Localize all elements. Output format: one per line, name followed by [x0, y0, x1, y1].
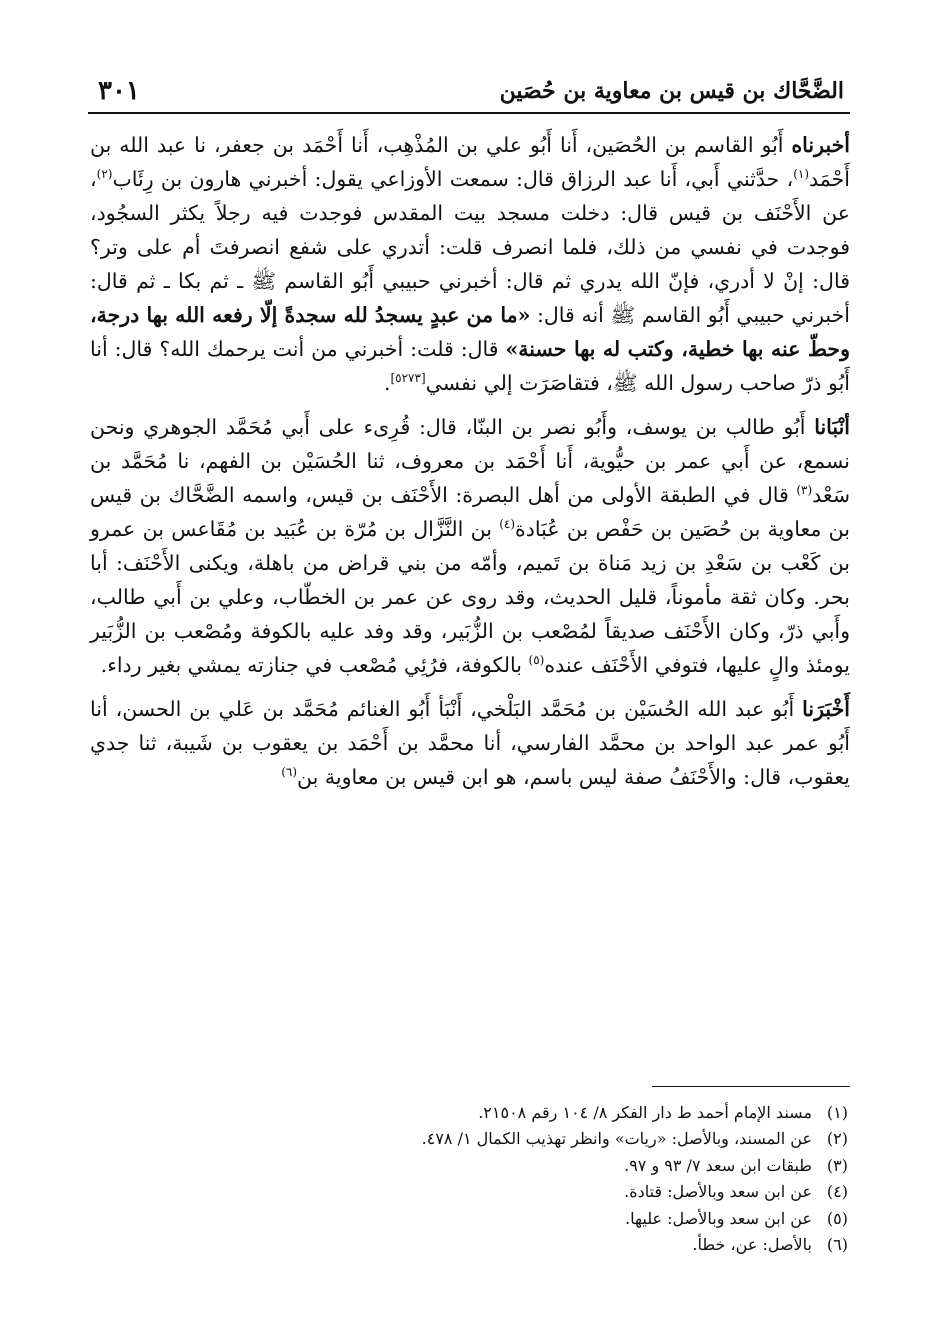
footnote-text: بالأصل: عن، خطأ.: [692, 1235, 812, 1255]
paragraph-3: [90, 692, 850, 794]
hadith-quote: «ما من عبدٍ يسجدُ لله سجدةً إلّا رفعه الله بها درجة، وحطّ عنه بها خطية، وكتب له بها حسنة»: [90, 303, 850, 361]
footnote-3: [120, 1153, 848, 1179]
footnote-text: مسند الإمام أحمد ط دار الفكر ٨/ ١٠٤ رقم ٢١٥٠٨.: [478, 1103, 812, 1122]
footnote-number: (٣): [826, 1155, 848, 1175]
footnote-number: (١): [826, 1103, 848, 1122]
text-run: أَبُو عبد الله الحُسَيْن بن مُحَمَّد البَلْخي، أَنْبَأ أَبُو الغنائم مُحَمَّد بن عَلي بن الحسن، أنا أَبُو عمر عبد الواحد بن محمَّد الفارسي، أنا محمَّد بن أَحْمَد بن يعقوب بن شَيبة، ثنا جدي يعقوب، قال: والأَحْنَفُ صفة ليس باسم، هو ابن قيس بن معاوية بن: [90, 697, 850, 789]
footnote-number: (٢): [826, 1129, 848, 1149]
paragraph-2: [90, 410, 850, 682]
footnote-text: عن المسند، وبالأصل: «ريات» وانظر تهذيب الكمال ١/ ٤٧٨.: [421, 1129, 812, 1149]
footnote-number: (٤): [826, 1182, 848, 1202]
manuscript-marker: [٥٢٧٣]: [390, 371, 426, 386]
text-run: .: [383, 371, 391, 395]
footnote-ref-1[interactable]: (١): [793, 167, 810, 182]
footnote-ref-3[interactable]: (٣): [796, 483, 813, 498]
paragraph-lead: أخبرناه: [791, 133, 850, 157]
text-run: بالكوفة، فرُئِي مُصْعب في جنازته يمشي بغير رداء.: [100, 653, 529, 677]
main-text: [90, 128, 850, 794]
footnotes: [120, 1100, 848, 1258]
text-run: أَبُو طالب بن يوسف، وأَبُو نصر بن البنّا، قال: قُرِىء على أَبي مُحَمَّد الجوهري ونحن نسمع، عن أَبي عمر بن حيُّوية، أَنا أَحْمَد بن معروف، ثنا الحُسَيْن بن الفهم، نا مُحَمَّد بن سَعْد: [90, 415, 850, 507]
footnote-5: [120, 1206, 848, 1232]
text-run: ، حدَّثني أَبي، أَنا عبد الرزاق قال: سمعت الأوزاعي يقول: أخبرني هارون بن رِئَاب: [112, 167, 794, 191]
page-header: [88, 72, 850, 114]
running-title: الضَّحَّاك بن قيس بن معاوية بن حُصَين: [499, 78, 844, 104]
page-number: ٣٠١: [98, 76, 140, 106]
footnote-number: (٥): [826, 1208, 848, 1228]
paragraph-lead: أنْبَانا: [814, 415, 850, 439]
footnote-4: [120, 1179, 848, 1205]
footnote-1: [120, 1100, 848, 1126]
footnote-number: (٦): [826, 1235, 848, 1255]
footnote-ref-2[interactable]: (٢): [96, 167, 113, 182]
footnote-text: عن ابن سعد وبالأصل: عليها.: [625, 1208, 812, 1228]
footnote-2: [120, 1126, 848, 1152]
text-run: قال: قلت: أخبرني من أنت يرحمك الله؟ قال: أنا أَبُو ذرّ صاحب رسول الله ﷺ، فتقاصَرَت إلي نفسي: [90, 337, 850, 395]
paragraph-1: [90, 128, 850, 400]
paragraph-lead: أَخْبَرَنا: [802, 697, 850, 721]
text-run: بن النَّزَّال بن مُرّة بن عُبَيد بن مُقَاعس بن عمرو بن كَعْب بن سَعْدِ بن زيد مَناة بن تَميم، وأمّه من بني قراض من باهلة، ويكنى الأَحْنَف: أبا بحر. وكان ثقة مأموناً، قليل الحديث، وقد روى عن عمر بن الخطّاب، وعلي بن أَبي طالب، وأَبي ذرّ، وكان الأَحْنَف صديقاً لمُصْعب بن الزُّبَير، وقد وفد عليه بالكوفة ومُصْعب بن الزُّبَير يومئذ والٍ عليها، فتوفي الأَحْنَف عنده: [90, 517, 850, 677]
footnote-ref-4[interactable]: (٤): [499, 517, 516, 532]
text-run: أَبُو القاسم بن الحُصَين، أَنا أَبُو علي بن المُذْهِب، أَنا أَحْمَد بن جعفر، نا عبد الله بن أَحْمَد: [90, 133, 850, 191]
footnote-divider: [652, 1086, 850, 1087]
footnote-text: طبقات ابن سعد ٧/ ٩٣ و ٩٧.: [624, 1155, 812, 1175]
footnote-6: [120, 1232, 848, 1258]
footnote-ref-6[interactable]: (٦): [281, 765, 298, 780]
footnote-text: عن ابن سعد وبالأصل: قتادة.: [624, 1182, 812, 1202]
text-run: قال في الطبقة الأولى من أهل البصرة: الأَحْنَف بن قيس، واسمه الضَّحَّاك بن قيس بن معاوية بن حُصَين بن حَفْص بن عُبَادة: [90, 483, 850, 541]
text-run: ، عن الأَحْنَف بن قيس قال: دخلت مسجد بيت المقدس فوجدت فيه رجلاً يكثر السجُود، فوجدت في نفسي من ذلك، فلما انصرف قلت: أتدري على شفع انصرفتَ أم على وتر؟ قال: إنْ لا أدري، فإنّ الله يدري ثم قال: أخبرني حبيبي أَبُو القاسم ﷺ ـ ثم بكا ـ ثم قال: أخبرني حبيبي أَبُو القاسم ﷺ أنه قال:: [90, 167, 850, 327]
footnote-ref-5[interactable]: (٥): [528, 653, 545, 668]
